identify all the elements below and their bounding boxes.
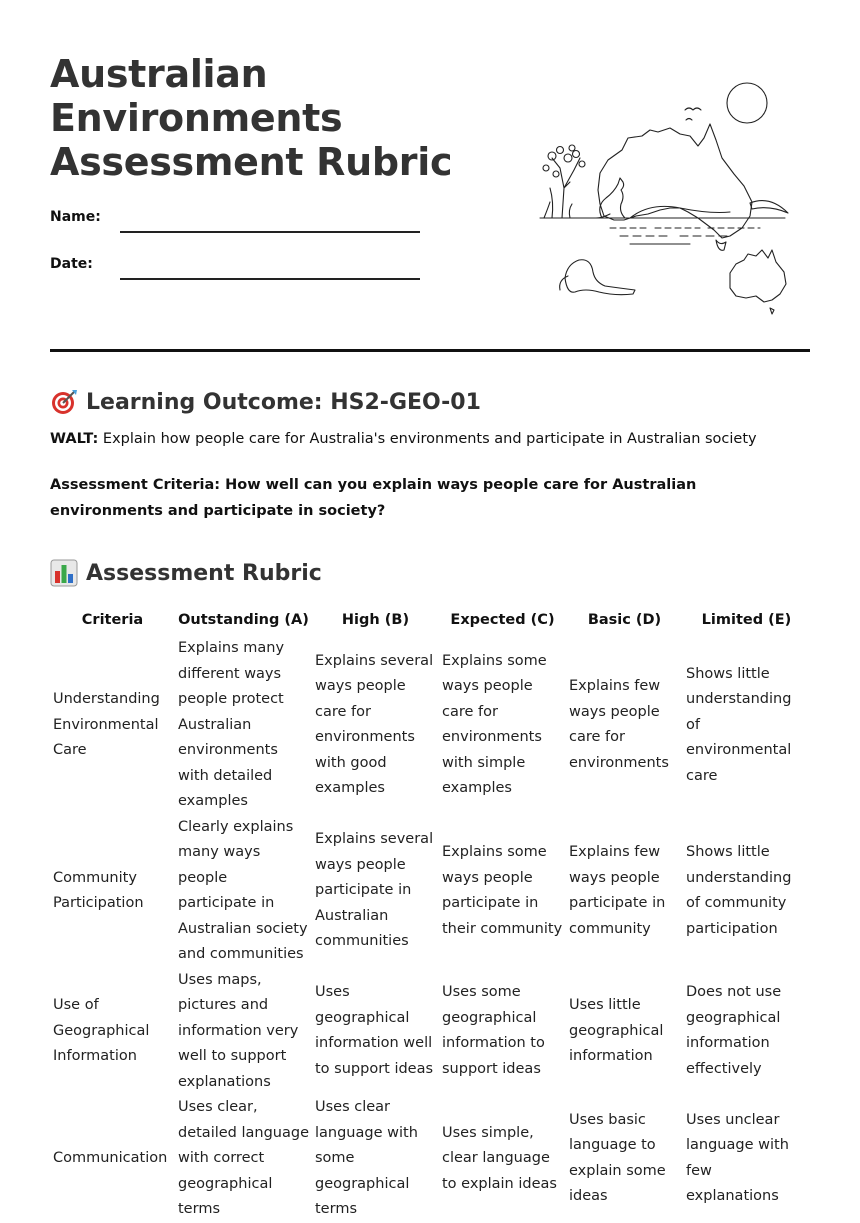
learning-outcome-heading: [50, 388, 481, 416]
outstanding-cell: Uses maps, pictures and information very well to support explanations: [178, 971, 299, 1090]
rubric-heading: [50, 559, 322, 587]
date-field[interactable]: [120, 278, 420, 280]
criteria-cell: Understanding Environmental Care: [53, 691, 160, 758]
table-row: [50, 1095, 810, 1223]
walt-text: Explain how people care for Australia's environments and participate in Australian society: [98, 431, 757, 447]
expected-cell: Uses some geographical information to support ideas: [442, 984, 545, 1077]
bar-chart-icon: [50, 559, 78, 587]
rubric-table: [50, 604, 810, 1223]
high-cell: Uses geographical information well to support ideas: [315, 984, 434, 1077]
sun-icon: [727, 83, 767, 123]
expected-cell: Explains some ways people care for environments with simple examples: [442, 652, 547, 797]
name-label: Name:: [50, 209, 101, 225]
criteria-cell: Use of Geographical Information: [53, 997, 150, 1064]
page-title: [50, 52, 470, 184]
title-line-3: Assessment Rubric: [50, 140, 453, 184]
limited-cell: Uses unclear language with few explanations: [686, 1111, 789, 1205]
basic-cell: Uses little geographical information: [569, 997, 664, 1064]
rubric-title: Assessment Rubric: [86, 560, 322, 586]
limited-cell: Shows little understanding of environmental care: [686, 665, 792, 784]
outstanding-cell: Clearly explains many ways people participate in Australian society and communities: [178, 818, 308, 962]
column-header-high: High (B): [341, 612, 410, 628]
basic-cell: Explains few ways people participate in community: [569, 844, 666, 937]
column-header-expected: Expected (C): [450, 612, 555, 628]
column-header-limited: Limited (E): [701, 612, 792, 628]
column-header-outstanding: Outstanding (A): [178, 612, 309, 628]
outstanding-cell: Uses clear, detailed language with correct geographical terms: [178, 1099, 309, 1217]
table-row: [50, 815, 810, 968]
section-divider: [50, 349, 810, 352]
assessment-criteria-text: Assessment Criteria: How well can you explain ways people care for Australian environments and participate in society?: [50, 477, 697, 519]
small-australia-map: [730, 250, 786, 302]
expected-cell: Explains some ways people participate in their community: [442, 844, 563, 937]
walt-paragraph: [50, 426, 810, 452]
column-header-basic: Basic (D): [587, 612, 662, 628]
australia-map-outline: [598, 124, 752, 238]
column-header-criteria: Criteria: [81, 612, 144, 628]
target-icon: [50, 388, 78, 416]
basic-cell: Uses basic language to explain some ideas: [569, 1111, 666, 1205]
learning-outcome-title: Learning Outcome: HS2-GEO-01: [86, 389, 481, 415]
date-label: Date:: [50, 256, 93, 272]
name-field[interactable]: [120, 231, 420, 233]
walt-label: WALT:: [50, 431, 99, 447]
limited-cell: Shows little understanding of community participation: [686, 844, 792, 937]
kangaroo-icon: [596, 178, 625, 218]
australia-landscape-illustration: [530, 78, 800, 318]
high-cell: Uses clear language with some geographical terms: [315, 1099, 418, 1217]
criteria-cell: Community Participation: [53, 869, 144, 911]
outstanding-cell: Explains many different ways people protect Australian environments with detailed examples: [178, 640, 285, 809]
criteria-cell: Communication: [53, 1150, 168, 1166]
high-cell: Explains several ways people participate in Australian communities: [315, 831, 434, 950]
high-cell: Explains several ways people care for environments with good examples: [315, 652, 434, 797]
platypus-icon: [565, 260, 635, 295]
bird-icon: [685, 108, 701, 110]
rubric-header-row: [50, 604, 810, 636]
table-row: [50, 636, 810, 815]
basic-cell: Explains few ways people care for environments: [569, 678, 669, 771]
limited-cell: Does not use geographical information effectively: [686, 984, 782, 1077]
title-line-1: Australian: [50, 52, 268, 96]
expected-cell: Uses simple, clear language to explain ideas: [442, 1124, 557, 1192]
table-row: [50, 968, 810, 1096]
title-line-2: Environments: [50, 96, 343, 140]
